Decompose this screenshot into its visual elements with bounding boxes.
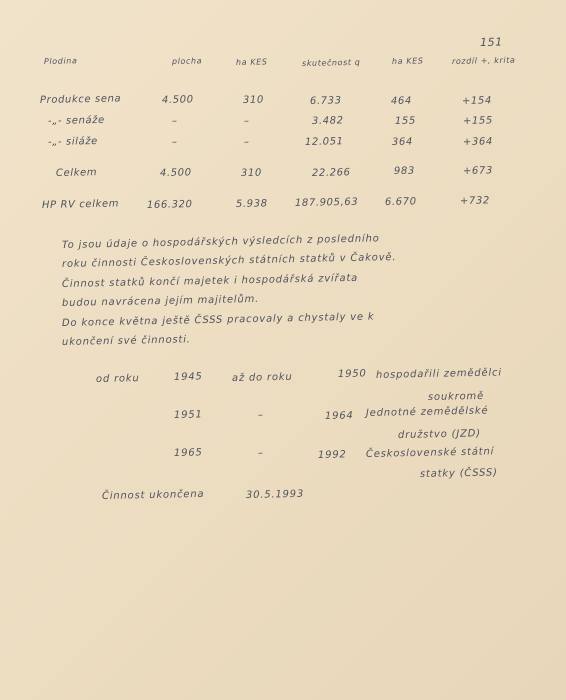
timeline-3-desc: Československé státní bbox=[365, 446, 495, 460]
paragraph-line-1: To jsou údaje o hospodářských výsledcích z posledního bbox=[61, 233, 380, 251]
row-hp-rv-ha: 5.938 bbox=[235, 198, 268, 210]
timeline-2-to: 1964 bbox=[324, 410, 354, 422]
row-hay-ha2: 464 bbox=[390, 95, 413, 107]
closing-label: Činnost ukončena bbox=[101, 488, 205, 502]
row-haylage-area: – bbox=[171, 115, 178, 127]
row-hp-rv-area: 166.320 bbox=[146, 199, 193, 211]
row-hp-rv-actual: 187.905,63 bbox=[294, 196, 359, 209]
timeline-intro: od roku bbox=[95, 373, 140, 385]
row-label-total: Celkem bbox=[55, 167, 98, 179]
row-silage-actual: 12.051 bbox=[304, 136, 344, 148]
timeline-2-desc: Jednotné zemědělské bbox=[365, 405, 489, 419]
closing-date: 30.5.1993 bbox=[245, 488, 305, 501]
timeline-1-sep: až do roku bbox=[231, 371, 293, 384]
row-label-hp-rv: HP RV celkem bbox=[41, 198, 120, 211]
row-total-area: 4.500 bbox=[159, 167, 192, 179]
timeline-3-desc-2: statky (ČSSS) bbox=[419, 467, 498, 480]
timeline-1-desc-2: soukromě bbox=[427, 390, 485, 403]
timeline-1-desc: hospodařili zemědělci bbox=[375, 367, 502, 381]
row-silage-diff: +364 bbox=[462, 136, 493, 148]
timeline-2-sep: – bbox=[257, 409, 264, 421]
row-hay-diff: +154 bbox=[461, 95, 492, 107]
row-total-diff: +673 bbox=[462, 165, 493, 177]
table-header-actual: skutečnost q bbox=[301, 57, 361, 68]
timeline-2-desc-2: družstvo (JZD) bbox=[397, 428, 482, 441]
table-header-crop: Plodina bbox=[43, 56, 78, 66]
row-silage-ha2: 364 bbox=[391, 136, 414, 148]
timeline-3-to: 1992 bbox=[317, 449, 347, 461]
row-hay-actual: 6.733 bbox=[309, 95, 342, 107]
row-silage-area: – bbox=[171, 136, 178, 148]
table-header-difference: rozdíl +, krita bbox=[451, 55, 516, 66]
row-hp-rv-ha2: 6.670 bbox=[384, 196, 417, 208]
row-label-hay: Produkce sena bbox=[39, 93, 122, 106]
row-label-haylage: -„- senáže bbox=[47, 114, 105, 127]
page-number: 151 bbox=[479, 35, 503, 49]
timeline-3-sep: – bbox=[257, 447, 264, 459]
timeline-1-from: 1945 bbox=[173, 371, 203, 383]
paragraph-line-6: ukončení své činnosti. bbox=[61, 334, 191, 348]
paragraph-line-5: Do konce května ještě ČSSS pracovaly a chystaly ve k bbox=[61, 311, 375, 329]
timeline-1-to: 1950 bbox=[337, 368, 367, 380]
row-haylage-actual: 3.482 bbox=[311, 115, 344, 127]
row-haylage-diff: +155 bbox=[462, 115, 493, 127]
row-haylage-ha: – bbox=[243, 115, 250, 127]
table-header-area: plocha bbox=[171, 56, 203, 66]
row-hay-area: 4.500 bbox=[161, 94, 194, 106]
timeline-2-from: 1951 bbox=[173, 409, 203, 421]
table-header-ha-kes-2: ha KES bbox=[391, 56, 424, 66]
row-hay-ha: 310 bbox=[242, 94, 265, 106]
row-total-ha2: 983 bbox=[393, 165, 416, 177]
paragraph-line-2: roku činnosti Československých státních statků v Čakově. bbox=[61, 251, 397, 270]
row-label-silage: -„- siláže bbox=[47, 135, 98, 148]
row-haylage-ha2: 155 bbox=[394, 115, 417, 127]
row-total-actual: 22.266 bbox=[311, 167, 351, 179]
row-total-ha: 310 bbox=[240, 167, 263, 179]
paragraph-line-4: budou navrácena jejím majitelům. bbox=[61, 293, 260, 309]
timeline-3-from: 1965 bbox=[173, 447, 203, 459]
paragraph-line-3: Činnost statků končí majetek i hospodářská zvířata bbox=[61, 272, 359, 290]
row-hp-rv-diff: +732 bbox=[459, 195, 490, 207]
row-silage-ha: – bbox=[243, 136, 250, 148]
table-header-ha-kes: ha KES bbox=[235, 57, 268, 67]
